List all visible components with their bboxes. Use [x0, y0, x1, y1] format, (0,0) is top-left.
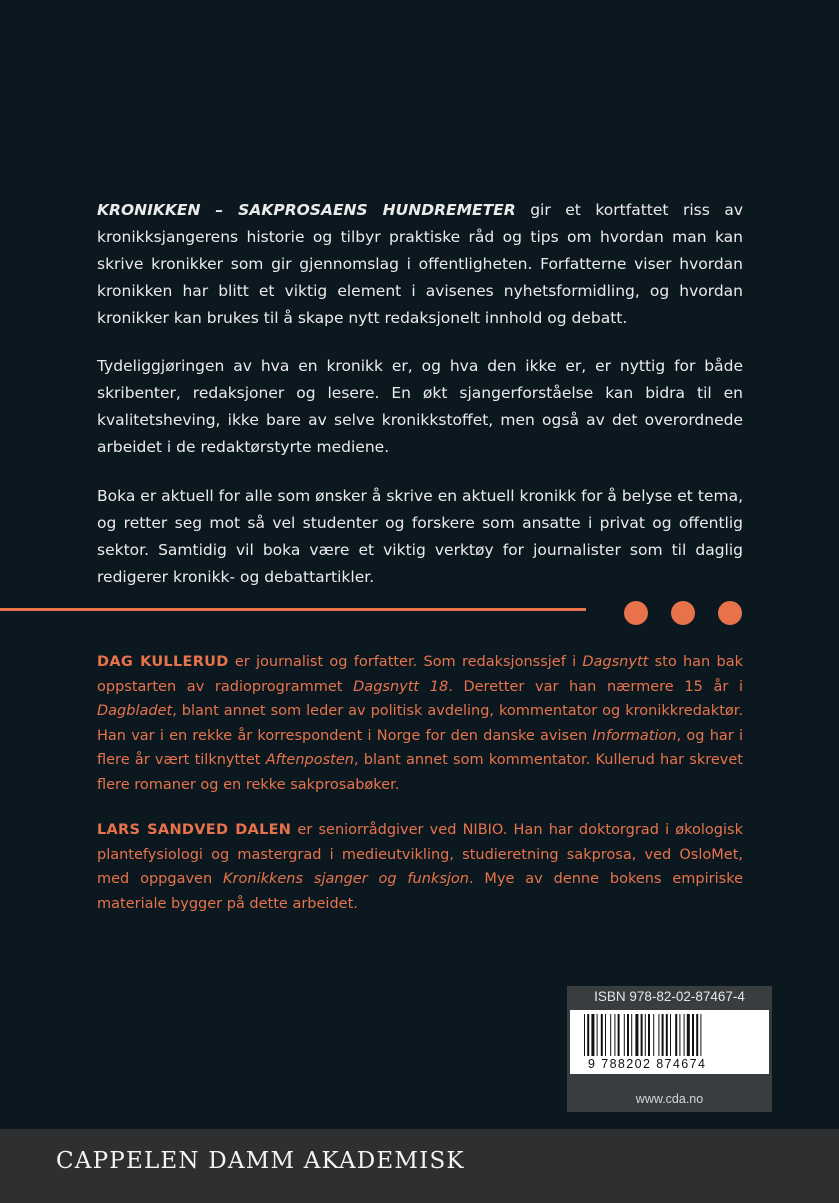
bio-text: er journalist og forfatter. Som redaksjonssjef i	[228, 654, 583, 670]
blurb-paragraph-1	[97, 197, 743, 332]
accent-divider	[0, 608, 586, 611]
book-title-lead: KRONIKKEN – SAKPROSAENS HUNDREMETER	[97, 201, 516, 219]
author-bio-kullerud	[97, 650, 743, 797]
bio-text: . Mye av denne bokens empiriske materiale bygger på dette arbeidet.	[97, 871, 743, 912]
dot-icon	[718, 601, 742, 625]
bio-text: . Deretter var han nærmere 15 år i	[448, 678, 743, 695]
decorative-dots	[624, 601, 742, 625]
publisher-footer	[0, 1129, 839, 1203]
dot-icon	[624, 601, 648, 625]
bio-italic: Kronikkens sjanger og funksjon	[223, 871, 469, 887]
bio-text: sto han bak oppstarten av radioprogrammet	[97, 654, 743, 695]
blurb-paragraph-1-text: gir et kortfattet riss av kronikksjangerens historie og tilbyr praktiske råd og tips om hvordan man kan skrive kronikker som gir gjennomslag i offentligheten. Forfatterne viser hvordan kronikken har blitt et viktig element i avisenes nyhetsformidling, og hvordan kronikker kan brukes til å skape nytt redaksjonelt innhold og debatt.	[97, 201, 743, 327]
barcode-area	[570, 1010, 769, 1074]
barcode-digits: 9 788202 874674	[588, 1057, 707, 1071]
bio-text: , blant annet som leder av politisk avdeling, kommentator og kronikkredaktør. Han var i en rekke år korrespondent i Norge for den danske avisen	[97, 703, 743, 744]
isbn-label: ISBN 978-82-02-87467-4	[594, 989, 745, 1004]
dot-icon	[671, 601, 695, 625]
author-bio-dalen	[97, 818, 743, 916]
author-name: DAG KULLERUD	[97, 654, 229, 670]
bio-text: er seniorrådgiver ved NIBIO. Han har doktorgrad i økologisk plantefysiologi og mastergrad i medieutvikling, studieretning sakprosa, ved OsloMet, med oppgaven	[97, 822, 743, 887]
bio-italic: Dagsnytt 18	[353, 678, 449, 695]
bio-italic: Dagsnytt	[582, 654, 649, 670]
bio-italic: Aftenposten	[265, 752, 354, 768]
bio-italic: Dagbladet	[97, 703, 173, 719]
isbn-barcode	[567, 986, 772, 1112]
publisher-name: CAPPELEN DAMM AKADEMISK	[56, 1148, 465, 1174]
publisher-url: www.cda.no	[635, 1092, 704, 1106]
author-name: LARS SANDVED DALEN	[97, 822, 292, 838]
blurb-paragraph-3: Boka er aktuell for alle som ønsker å skrive en aktuell kronikk for å belyse et tema, og retter seg mot så vel studenter og forskere som ansatte i privat og offentlig sektor. Samtidig vil boka være et viktig verktøy for journalister som til daglig redigerer kronikk- og debattartikler.	[97, 487, 743, 586]
bio-text: , og har i flere år vært tilknyttet	[97, 727, 744, 768]
bio-text: , blant annet som kommentator. Kullerud har skrevet flere romaner og en rekke sakprosabøker.	[97, 752, 743, 793]
blurb-paragraph-2: Tydeliggjøringen av hva en kronikk er, og hva den ikke er, er nyttig for både skribenter, redaksjoner og lesere. En økt sjangerforståelse kan bidra til en kvalitetsheving, ikke bare av selve kronikkstoffet, men også av det overordnede arbeidet i de redaktørstyrte mediene.	[97, 357, 743, 456]
bio-italic: Information	[592, 727, 677, 744]
